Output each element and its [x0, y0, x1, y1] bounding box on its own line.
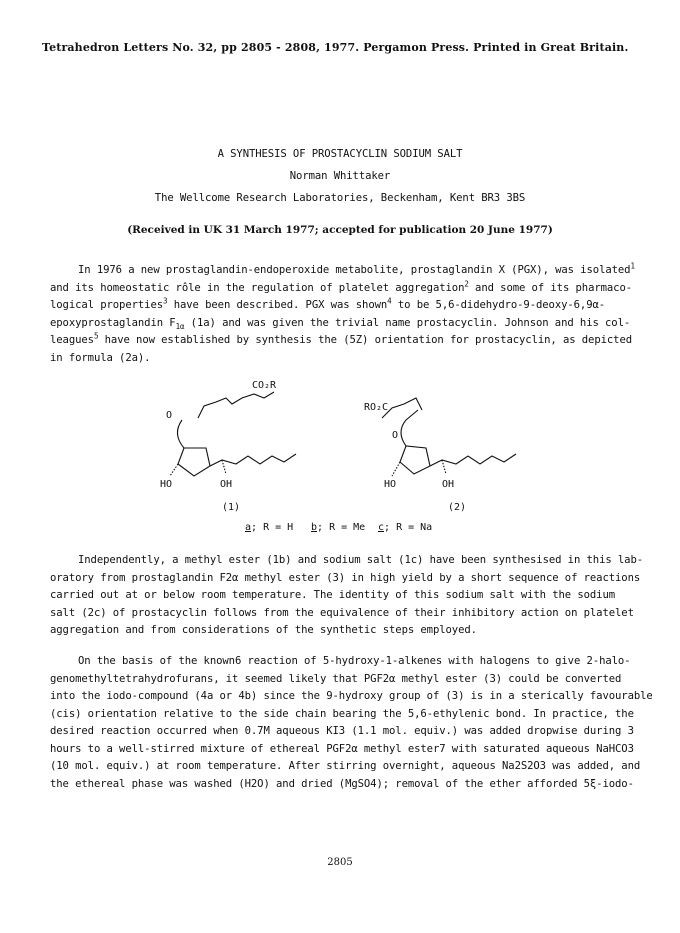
- variant-text: ; R = Na: [384, 522, 433, 533]
- text-line: hours to a well-stirred mixture of ethereal PGF2α methyl ester7 with saturated aqueous NaHCO3: [50, 742, 634, 755]
- hydroxyl-label-left: HO: [160, 479, 173, 490]
- paragraph-method: [50, 653, 653, 793]
- text-line: epoxyprostaglandin $F_{1\alpha}$ (1a) and was given the trivial name prostacyclin. Johnson and his col-: [50, 316, 631, 331]
- ring-oxygen-label-left: O: [166, 410, 173, 421]
- text-line: logical properties$^3$ have been described. PGX was shown$^4$ to be 5,6-didehydro-9-deoxy-6,9α-: [50, 296, 606, 311]
- text-line: leagues$^5$ have now established by synthesis the (5Z) orientation for prostacyclin, as depicted: [50, 331, 633, 346]
- ring-ether-left: [177, 420, 184, 448]
- text-line: On the basis of the known6 reaction of 5-hydroxy-1-alkenes with halogens to give 2-halo-: [78, 655, 631, 667]
- text-line: carried out at or below room temperature. The identity of this sodium salt with the sodium: [50, 589, 616, 601]
- variant-letter: a: [245, 522, 252, 533]
- text-line: the ethereal phase was washed (H2O) and dried (MgSO4); removal of the ether afforded 5ξ-iodo-: [50, 777, 634, 790]
- text-line: salt (2c) of prostacyclin follows from the equivalence of their inhibitory action on platelet: [50, 606, 634, 619]
- text-line: oratory from prostaglandin F2α methyl ester (3) in high yield by a short sequence of reactions: [50, 571, 641, 584]
- ring-oxygen-label-right: O: [392, 430, 399, 441]
- text-line: into the iodo-compound (4a or 4b) since the 9-hydroxy group of (3) is in a sterically favourable: [50, 690, 653, 702]
- hydroxyl-label-left-2: OH: [220, 479, 233, 490]
- received-dates: (Received in UK 31 March 1977; accepted for publication 20 June 1977): [127, 224, 553, 236]
- page-number: 2805: [327, 857, 353, 868]
- cyclopentane-ring-right: [400, 446, 430, 474]
- text-line: genomethyltetrahydrofurans, it seemed likely that PGF2α methyl ester (3) could be converted: [50, 672, 622, 685]
- svg-text:b; R = Me: [311, 522, 365, 533]
- text-line: aggregation and from considerations of the synthetic steps employed.: [50, 624, 477, 636]
- paragraph-intro: [50, 262, 650, 367]
- variant-letter: c: [378, 522, 385, 533]
- article-title: A SYNTHESIS OF PROSTACYCLIN SODIUM SALT: [217, 148, 463, 160]
- author-name: Norman Whittaker: [289, 170, 391, 182]
- hydroxyl-label-right: HO: [384, 479, 397, 490]
- carboxyl-sidechain-left: [198, 392, 274, 418]
- co2r-label: CO₂R: [252, 380, 277, 391]
- enol-ether-ring-right: [401, 410, 418, 446]
- text-line: In 1976 a new prostaglandin-endoperoxide metabolite, prostaglandin X (PGX), was isolated$^1$: [78, 261, 635, 276]
- text-line: and its homeostatic rôle in the regulation of platelet aggregation$^2$ and some of its pharmaco-: [50, 278, 633, 294]
- substituent-legend: [245, 522, 432, 533]
- hydroxyl-label-right-2: OH: [442, 479, 455, 490]
- variant-letter: b: [311, 522, 318, 533]
- compound-label-2: (2): [448, 502, 467, 513]
- text-line: in formula (2a).: [50, 351, 151, 364]
- running-header: Tetrahedron Letters No. 32, pp 2805 - 2808, 1977. Pergamon Press. Printed in Great Britain.: [42, 41, 629, 54]
- paragraph-synthesis: [50, 552, 650, 640]
- ro2c-label: RO₂C: [364, 402, 389, 413]
- variant-text: ; R = H: [251, 522, 294, 533]
- compound-label-1: (1): [222, 502, 241, 513]
- text-line: (10 mol. equiv.) at room temperature. After stirring overnight, aqueous Na2S2O3 was added, and: [50, 760, 641, 772]
- svg-text:c; R = Na: [378, 522, 432, 533]
- affiliation: The Wellcome Research Laboratories, Beckenham, Kent BR3 3BS: [154, 192, 526, 204]
- text-line: Independently, a methyl ester (1b) and sodium salt (1c) have been synthesised in this lab-: [78, 554, 644, 566]
- cyclopentane-ring-left: [178, 448, 210, 476]
- svg-text:a; R = H: [245, 522, 293, 533]
- prostacyclin-structures-figure: [150, 368, 550, 536]
- text-line: desired reaction occurred when 0.7M aqueous KI3 (1.1 mol. equiv.) was added dropwise during 3: [50, 725, 634, 737]
- variant-text: ; R = Me: [317, 522, 366, 533]
- text-line: (cis) orientation relative to the side chain bearing the 5,6-ethylenic bond. In practice, the: [50, 707, 634, 720]
